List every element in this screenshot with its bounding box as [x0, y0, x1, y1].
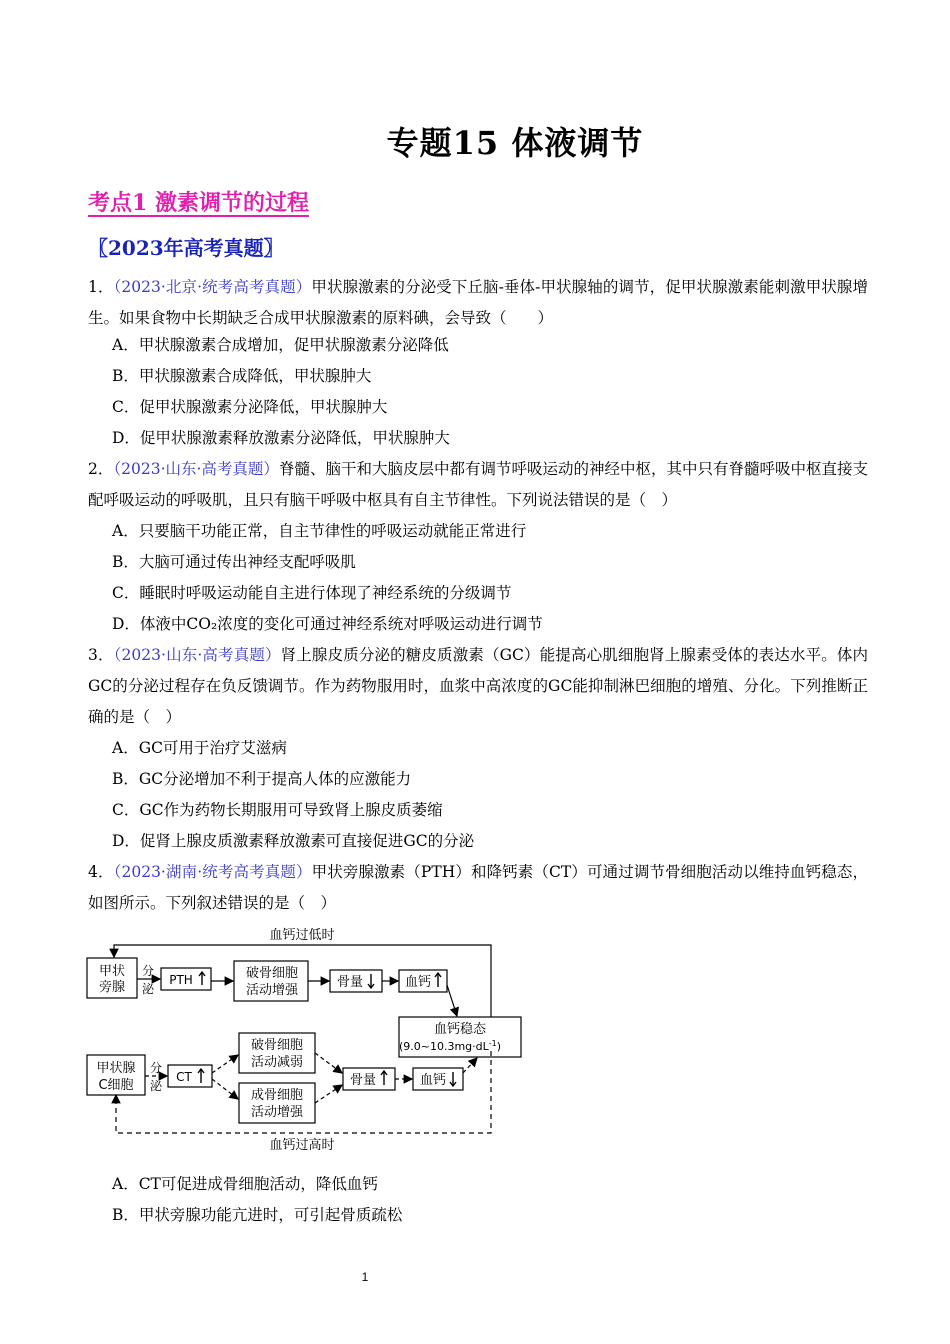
bone-up-arrow-icon: [381, 1071, 387, 1085]
parathyroid-label-1: 甲状: [98, 964, 126, 979]
high-calcium-label: 血钙过高时: [269, 1138, 335, 1153]
bone-down-label: 骨量: [336, 975, 364, 990]
bone-up-label: 骨量: [349, 1073, 377, 1088]
option-c: C．GC作为药物长期服用可导致肾上腺皮质萎缩: [112, 801, 443, 819]
question-number: 4．: [88, 863, 114, 881]
osteoclast-down-label-2: 活动减弱: [250, 1055, 304, 1070]
question-source: （2023·湖南·统考高考真题）: [113, 863, 312, 881]
option-d: D．体液中CO₂浓度的变化可通过神经系统对呼吸运动进行调节: [112, 615, 543, 633]
option-c: C．睡眠时呼吸运动能自主进行体现了神经系统的分级调节: [112, 584, 512, 602]
question-source: （2023·山东·高考真题）: [113, 460, 279, 478]
question-stem: 肾上腺皮质分泌的糖皮质激素（GC）能提高心肌细胞肾上腺素受体的表达水平。体内GC的分泌过程存在负反馈调节。作为药物服用时，血浆中高浓度的GC能抑制淋巴细胞的增殖、分化。下列推断正确的是（ ）: [88, 646, 868, 726]
thyroid-c-label-2: C细胞: [98, 1078, 134, 1093]
bone-down-arrow-icon: [368, 974, 374, 988]
option-a: A．只要脑干功能正常，自主节律性的呼吸运动就能正常进行: [112, 522, 527, 540]
option-b: B．GC分泌增加不利于提高人体的应激能力: [112, 770, 412, 788]
secrete-label-1: 分: [141, 964, 155, 978]
osteoclast-up-label-2: 活动增强: [245, 983, 299, 998]
pth-up-arrow-icon: [199, 972, 205, 985]
option-a: A．GC可用于治疗艾滋病: [112, 739, 287, 757]
parathyroid-label-2: 旁腺: [98, 980, 126, 995]
option-d: D．促肾上腺皮质激素释放激素可直接促进GC的分泌: [112, 832, 475, 850]
question-2: [88, 454, 868, 516]
low-calcium-label: 血钙过低时: [269, 928, 335, 943]
subsection-heading: 〖2023年高考真题〗: [88, 236, 284, 260]
option-d: D．促甲状腺激素释放激素分泌降低，甲状腺肿大: [112, 429, 450, 447]
ct-label: CT: [176, 1070, 192, 1084]
question-number: 1．: [88, 278, 114, 296]
osteoblast-up-label-1: 成骨细胞: [250, 1088, 304, 1103]
option-b: B．甲状旁腺功能亢进时，可引起骨质疏松: [112, 1206, 403, 1224]
question-stem: 甲状腺激素的分泌受下丘脑-垂体-甲状腺轴的调节，促甲状腺激素能刺激甲状腺增生。如果食物中长期缺乏合成甲状腺激素的原料碘，会导致（ ）: [88, 278, 868, 327]
page-number: 1: [361, 1270, 369, 1284]
secrete-label-4: 泌: [149, 1079, 163, 1093]
homeostasis-label: 血钙稳态: [433, 1022, 487, 1037]
high-calcium-loop: [116, 1051, 491, 1133]
section-heading: 考点1 激素调节的过程: [88, 190, 309, 216]
option-c: C．促甲状腺激素分泌降低，甲状腺肿大: [112, 398, 388, 416]
osteoblast-up-label-2: 活动增强: [250, 1105, 304, 1120]
question-3: [88, 640, 868, 733]
secrete-label-3: 分: [149, 1061, 163, 1075]
option-a: A．CT可促进成骨细胞活动，降低血钙: [112, 1175, 378, 1193]
question-stem: 甲状旁腺激素（PTH）和降钙素（CT）可通过调节骨细胞活动以维持血钙稳态，如图所示。下列叙述错误的是（ ）: [88, 863, 868, 912]
question-4: [88, 857, 868, 919]
question-source: （2023·山东·高考真题）: [113, 646, 281, 664]
calcium-up-arrow-icon: [435, 973, 441, 987]
question-number: 3．: [88, 646, 114, 664]
page-title: 专题15 体液调节: [386, 124, 644, 162]
ct-up-arrow-icon: [198, 1069, 204, 1083]
option-b: B．大脑可通过传出神经支配呼吸肌: [112, 553, 356, 571]
option-b: B．甲状腺激素合成降低，甲状腺肿大: [112, 367, 372, 385]
pth-label: PTH: [169, 973, 193, 987]
question-number: 2．: [88, 460, 114, 478]
calcium-down-arrow-icon: [450, 1072, 456, 1086]
secrete-label-2: 泌: [141, 982, 155, 996]
thyroid-c-label-1: 甲状腺: [96, 1061, 136, 1076]
osteoclast-down-label-1: 破骨细胞: [250, 1038, 304, 1053]
homeostasis-range: $(9.0\sim 10.3mg\cdot dL^{-1})$: [398, 1039, 502, 1053]
question-1: [88, 272, 868, 334]
option-a: A．甲状腺激素合成增加，促甲状腺激素分泌降低: [112, 336, 449, 354]
calcium-regulation-diagram: [84, 923, 529, 1155]
question-source: （2023·北京·统考高考真题）: [113, 278, 312, 296]
calcium-down-label: 血钙: [419, 1073, 447, 1088]
calcium-up-label: 血钙: [404, 975, 432, 990]
osteoclast-up-label-1: 破骨细胞: [245, 966, 299, 981]
question-stem: 脊髓、脑干和大脑皮层中都有调节呼吸运动的神经中枢，其中只有脊髓呼吸中枢直接支配呼吸运动的呼吸肌，且只有脑干呼吸中枢具有自主节律性。下列说法错误的是（ ）: [88, 460, 868, 509]
